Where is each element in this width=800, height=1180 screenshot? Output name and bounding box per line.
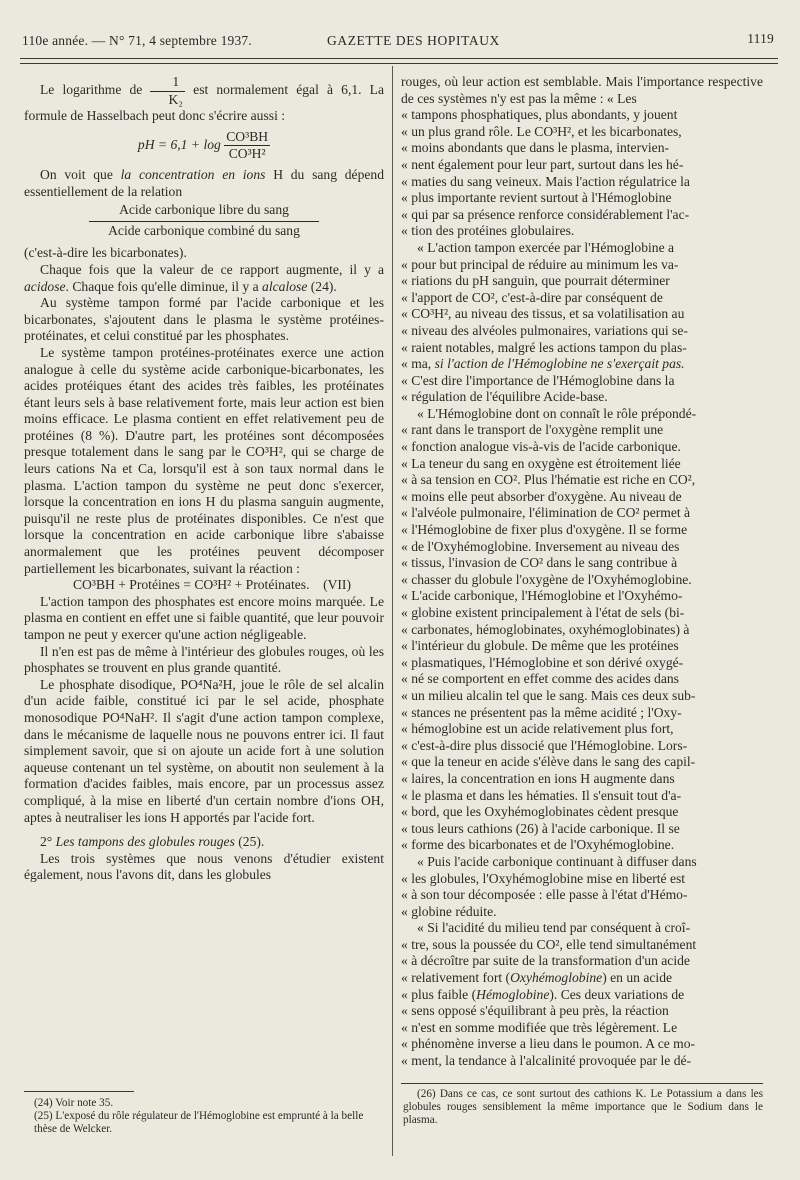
quote-block: « L'action tampon exercée par l'Hémoglobine a « pour but principal de réduire au minimum les va- « riations du pH sanguin, que pourrait déterminer « l'apport de CO², c'est-à-dire par conséquent de « CO³H², au niveau des tissus, et sa volatilisation au « niveau des alvéoles pulmonaires, variations qui se- « raient notables, malgré les actions tampon du plas- « ma, si l'action de l'Hémoglobine ne s'exerçait pas. « C'est dire l'importance de l'Hémoglobine dans la « régulation de l'équilibre Acide-base. xyxy=(401,240,763,406)
quote-line: « rant dans le transport de l'oxygène remplit une xyxy=(401,422,664,438)
header-rule-bottom xyxy=(20,63,778,64)
paragraph: Les trois systèmes que nous venons d'étudier existent également, nous l'avons dit, dans les globules xyxy=(24,850,384,883)
quote-line: « nent également pour leur part, surtout dans les hé- xyxy=(401,156,684,172)
quote-line: « hémoglobine est un acide relativement plus fort, xyxy=(401,721,674,737)
paragraph: L'action tampon des phosphates est encore moins marquée. Le plasma en contient en effet une si faible quantité, que leur pouvoir tampon ne peut y exercer qu'une action négligeable. xyxy=(24,593,384,642)
quote-line: « que la teneur en acide s'élève dans le sang des capil- xyxy=(401,754,696,770)
quote-line: « tion des protéines globulaires. xyxy=(401,223,575,239)
quote-line: « l'Hémoglobine de fixer plus d'oxygène. Il se forme xyxy=(401,522,688,538)
quote-line: « globine réduite. xyxy=(401,903,497,919)
quote-line: « CO³H², au niveau des tissus, et sa volatilisation au xyxy=(401,306,685,322)
carbonic-acid-ratio: Acide carbonique libre du sang Acide carbonique combiné du sang xyxy=(24,202,384,239)
quote-line: « plasmatiques, l'Hémoglobine et son dérivé oxygé- xyxy=(401,654,684,670)
quote-block xyxy=(401,107,763,240)
footnote: (24) Voir note 35. xyxy=(34,1097,114,1109)
quote-line: « maties du sang veineux. Mais l'action régulatrice la xyxy=(401,173,690,189)
quote-line: « les globules, l'Oxyhémoglobine mise en liberté est xyxy=(401,870,686,886)
quote-line: « pour but principal de réduire au minimum les va- xyxy=(401,256,679,272)
footnote-rule-right xyxy=(401,1083,763,1084)
footnotes-left xyxy=(34,1097,384,1136)
paragraph: Le logarithme de $\frac{1}{\text{K₂}}$ est normalement égal à 6,1. La formule de Hasselbach peut donc s'écrire aussi : xyxy=(24,74,385,124)
quote-line: « l'alvéole pulmonaire, l'élimination de CO² permet à xyxy=(401,505,691,521)
quote-line: « phénomène inverse a lieu dans le poumon. A ce mo- xyxy=(401,1036,696,1052)
hasselbach-formula: pH = 6,1 + log $\frac{\text{CO³BH}}{\text{CO³H²}}$ xyxy=(137,128,269,162)
column-divider xyxy=(392,66,393,1156)
quote-line: « tous leurs cathions (26) à l'acide carbonique. Il se xyxy=(401,820,680,836)
quote-line: « stances ne présentent pas la même acidité ; l'Oxy- xyxy=(401,704,682,720)
paragraph: Chaque fois que la valeur de ce rapport augmente, il y a acidose. Chaque fois qu'elle diminue, il y a alcalose (24). xyxy=(24,261,384,294)
paragraph: (c'est-à-dire les bicarbonates). xyxy=(24,245,187,261)
quote-line: « à sa tension en CO². Plus l'hématie est riche en CO², xyxy=(401,472,696,488)
quote-line: « à décroître par suite de la transformation d'un acide xyxy=(401,953,690,969)
quote-line: « tampons phosphatiques, plus abondants, y jouent xyxy=(401,107,678,123)
quote-line: « régulation de l'équilibre Acide-base. xyxy=(401,389,608,405)
quote-line: « un milieu alcalin tel que le sang. Mais ces deux sub- xyxy=(401,687,696,703)
section-heading: 2° Les tampons des globules rouges (25). xyxy=(40,834,265,850)
quote-line: « de l'Oxyhémoglobine. Inversement au niveau des xyxy=(401,538,680,554)
quote-line: « raient notables, malgré les actions tampon du plas- xyxy=(401,339,687,355)
quote-block: « L'Hémoglobine dont on connaît le rôle prépondé- « rant dans le transport de l'oxygène remplit une « fonction analogue vis-à-vis de l'acide carbonique. « La teneur du sang en oxygène est étroitement liée « à sa tension en CO². Plus l'hématie est riche en CO², « moins elle peut absorber d'oxygène. Au niveau de « l'alvéole pulmonaire, l'élimination de CO² permet à « l'Hémoglobine de fixer plus d'oxygène. Il se forme « de l'Oxyhémoglobine. Inversement au niveau des « tissus, l'invasion de CO² dans le sang contribue à « chasser du globule l'oxygène de l'Oxyhémoglobine. « L'acide carbonique, l'Hémoglobine et l'Oxyhémo- « globine existent principalement à l'état de sels (bi- « carbonates, hémoglobinates, oxyhémoglobinates) à « l'intérieur du globule. De même que les protéines « plasmatiques, l'Hémoglobine et son dérivé oxygé- « né se comportent en effet comme des acides dans « un milieu alcalin tel que le sang. Mais ces deux sub- « stances ne présentent pas la même acidité ; l'Oxy- « hémoglobine est un acide relativement plus fort, « c'est-à-dire plus dissocié que l'Hémoglobine. Lors- « que la teneur en acide s'élève dans le sang des capil- « laires, la concentration en ions H augmente dans « le plasma et dans les hématies. Il s'ensuit tout d'a- « bord, que les Oxyhémoglobinates cèdent presque « tous leurs cathions (26) à l'acide carbonique. Il se « forme des bicarbonates et de l'Oxyhémoglobine. xyxy=(401,406,763,854)
page-number: 1119 xyxy=(747,31,774,46)
quote-line: « L'acide carbonique, l'Hémoglobine et l'Oxyhémo- xyxy=(401,588,683,604)
quote-line: « n'est en somme modifiée que très légèrement. Le xyxy=(401,1019,678,1035)
quote-line: « ment, la tendance à l'alcalinité provoquée par le dé- xyxy=(401,1053,692,1069)
quote-line: « chasser du globule l'oxygène de l'Oxyhémoglobine. xyxy=(401,571,692,587)
quote-line: « né se comportent en effet comme des acides dans xyxy=(401,671,679,687)
paragraph: rouges, où leur action est semblable. Mais l'importance respective de ces systèmes n'y est pas la même : « Les xyxy=(401,74,763,106)
quote-line: « laires, la concentration en ions H augmente dans xyxy=(401,770,675,786)
issue-info: 110e année. — N° 71, 4 septembre 1937. xyxy=(22,33,252,48)
quote-line: « fonction analogue vis-à-vis de l'acide carbonique. xyxy=(401,439,681,455)
paragraph: On voit que la concentration en ions H du sang dépend essentiellement de la relation xyxy=(24,166,385,199)
quote-line: « l'apport de CO², c'est-à-dire par conséquent de xyxy=(401,289,663,305)
quote-block: « Si l'acidité du milieu tend par conséquent à croî- « tre, sous la poussée du CO², elle tend simultanément « à décroître par suite de la transformation d'un acide « relativement fort (Oxyhémoglobine) en un acide « plus faible (Hémoglobine). Ces deux variations de « sens opposé s'équilibrant à peu près, la réaction « n'est en somme modifiée que très légèrement. Le « phénomène inverse a lieu dans le poumon. A ce mo- « ment, la tendance à l'alcalinité provoquée par le dé- xyxy=(401,920,763,1069)
quote-line: « riations du pH sanguin, que pourrait déterminer xyxy=(401,273,670,289)
quote-line: « c'est-à-dire plus dissocié que l'Hémoglobine. Lors- xyxy=(401,737,688,753)
paragraph: Au système tampon formé par l'acide carbonique et les bicarbonates, s'ajoutent dans le plasma le système protéines-protéinates, et celui constitué par les phosphates. xyxy=(24,295,384,344)
paragraph: Le phosphate disodique, PO⁴Na²H, joue le rôle de sel alcalin d'un acide faible, constitué ici par le sel acide, phosphate monosodique PO⁴NaH². Il s'agit d'une action tampon complexe, dans le mécanisme de laquelle nous ne pouvons entrer ici. Il faut simplement savoir, que si on ajoute un acide fort à une solution aqueuse contenant un tel système, on aboutit non seulement à la formation d'acides faibles, mais encore, par un processus assez compliqué, à la mise en liberté d'un certain nombre d'ions OH, aptes à neutraliser les ions H apportés par l'acide fort. xyxy=(24,676,384,825)
left-column xyxy=(24,74,384,884)
quote-block: « Puis l'acide carbonique continuant à diffuser dans « les globules, l'Oxyhémoglobine mise en liberté est « à son tour décomposée : elle passe à l'état d'Hémo- « globine réduite. xyxy=(401,854,763,920)
footnote: (26) Dans ce cas, ce sont surtout des cathions K. Le Potassium a dans les globules rouges sensiblement la même importance que le Sodium dans le plasma. xyxy=(403,1088,763,1126)
header-rule-top xyxy=(20,58,778,59)
quote-line: « l'intérieur du globule. De même que les protéines xyxy=(401,638,679,654)
quote-line: « C'est dire l'importance de l'Hémoglobine dans la xyxy=(401,372,675,388)
footnote-rule-left xyxy=(24,1091,134,1092)
paragraph: Le système tampon protéines-protéinates exerce une action analogue à celle du système acide carbonique-bicarbonates, les acides protéiques étant des acides très faibles, les protéinates étant leurs sels à base relativement forte, mais leur action est bien moins efficace. Le plasma contient en effet relativement peu de protéines (8 %). D'autre part, les protéines sont décomposées presque totalement dans le sang par le CO³H², qui se charge de leurs cations Na et Ca, lorsqu'il est à son taux normal dans le plasma. L'action tampon du système ne peut donc s'exercer, lorsque la concentration en ions H du plasma sanguin augmente, puisqu'il ne reste plus de protéinates disponibles. Ce n'est que lorsque la concentration en acide carbonique libre s'abaisse anormalement que les protéines peuvent décomposer partiellement les bicarbonates, suivant la réaction : xyxy=(24,344,384,576)
quote-line: « plus importante revient surtout à l'Hémoglobine xyxy=(401,190,672,206)
paragraph: Il n'en est pas de même à l'intérieur des globules rouges, où les phosphates se trouvent en plus grande quantité. xyxy=(24,643,384,676)
fraction-1-over-k2: $\frac{1}{\text{K₂}}$ xyxy=(150,74,185,108)
quote-line: « moins elle peut absorber d'oxygène. Au niveau de xyxy=(401,488,682,504)
quote-line: « qui par sa présence renforce considérablement l'ac- xyxy=(401,206,690,222)
footnotes-right xyxy=(403,1088,763,1127)
running-header xyxy=(22,33,774,53)
quote-line: « globine existent principalement à l'état de sels (bi- xyxy=(401,605,685,620)
quote-line: « tissus, l'invasion de CO² dans le sang contribue à xyxy=(401,555,678,571)
quote-line: « carbonates, hémoglobinates, oxyhémoglobinates) à xyxy=(401,621,690,637)
journal-title: GAZETTE DES HOPITAUX xyxy=(327,33,500,48)
quote-line: « bord, que les Oxyhémoglobinates cèdent presque xyxy=(401,804,679,820)
quote-line: « à son tour décomposée : elle passe à l'état d'Hémo- xyxy=(401,887,688,903)
quote-line: « niveau des alvéoles pulmonaires, variations qui se- xyxy=(401,322,688,338)
quote-line: « tre, sous la poussée du CO², elle tend simultanément xyxy=(401,936,697,952)
quote-line: « un plus grand rôle. Le CO³H², et les bicarbonates, xyxy=(401,123,682,139)
quote-line: « forme des bicarbonates et de l'Oxyhémoglobine. xyxy=(401,837,675,853)
reaction-vii: CO³BH + Protéines = CO³H² + Protéinates. (VII) xyxy=(72,577,351,593)
right-column xyxy=(401,74,763,1070)
footnote: (25) L'exposé du rôle régulateur de l'Hémoglobine est emprunté à la belle thèse de Welcker. xyxy=(34,1110,364,1135)
quote-line: « moins abondants que dans le plasma, intervien- xyxy=(401,140,670,156)
quote-line: « sens opposé s'équilibrant à peu près, la réaction xyxy=(401,1003,669,1019)
quote-line: « le plasma et dans les hématies. Il s'ensuit tout d'a- xyxy=(401,787,682,803)
quote-line: « La teneur du sang en oxygène est étroitement liée xyxy=(401,455,681,471)
